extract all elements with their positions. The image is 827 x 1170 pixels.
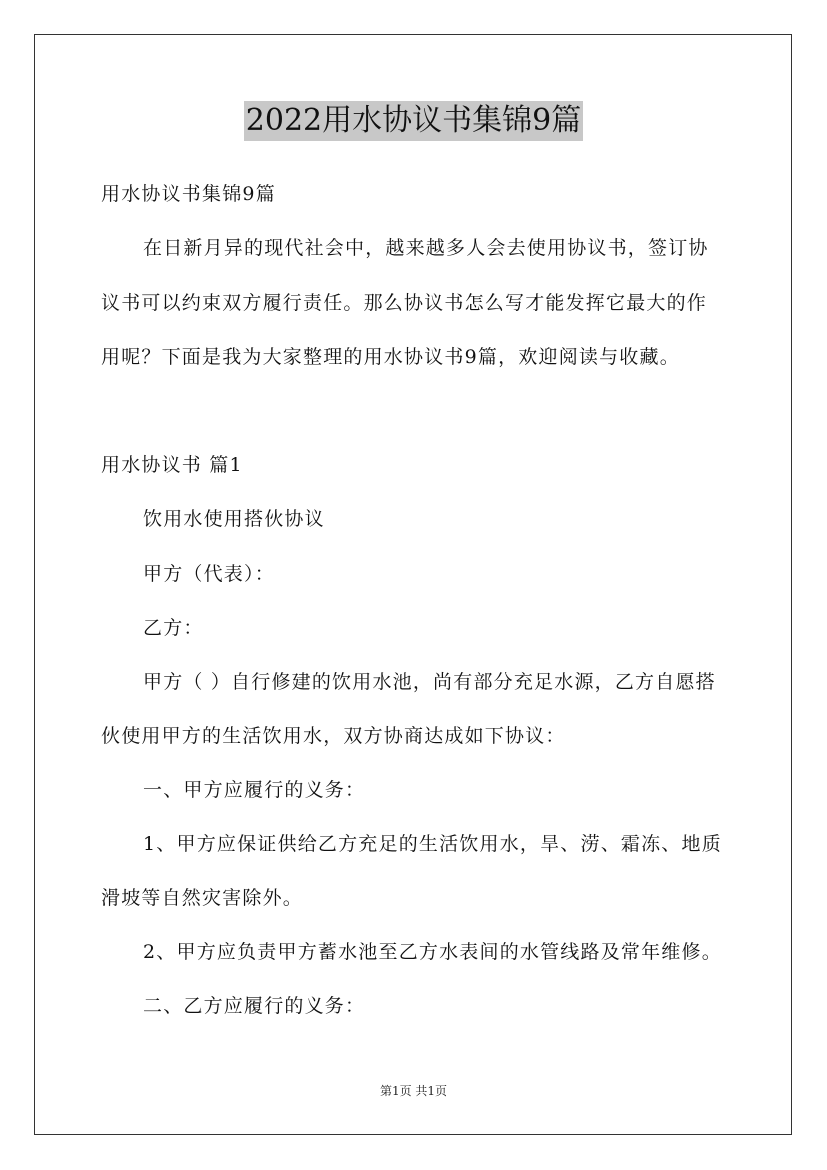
section-heading: 用水协议书 篇1 — [101, 454, 243, 476]
intro-line-2: 议书可以约束双方履行责任。那么协议书怎么写才能发挥它最大的作 — [101, 292, 708, 314]
document-title: 2022用水协议书集锦9篇 — [244, 101, 583, 141]
body-line-1: 饮用水使用搭伙协议 — [143, 508, 325, 530]
body-line-8: 滑坡等自然灾害除外。 — [101, 887, 304, 909]
body-line-5: 伙使用甲方的生活饮用水，双方协商达成如下协议： — [101, 725, 566, 747]
body-line-9: 2、甲方应负责甲方蓄水池至乙方水表间的水管线路及常年维修。 — [143, 941, 722, 963]
body-line-4: 甲方（ ）自行修建的饮用水池，尚有部分充足水源，乙方自愿搭 — [143, 671, 716, 693]
intro-line-1: 在日新月异的现代社会中，越来越多人会去使用协议书，签订协 — [143, 237, 709, 259]
body-line-3: 乙方： — [143, 617, 204, 639]
intro-line-3: 用呢？下面是我为大家整理的用水协议书9篇，欢迎阅读与收藏。 — [101, 346, 680, 368]
body-line-7: 1、甲方应保证供给乙方充足的生活饮用水，旱、涝、霜冻、地质 — [143, 833, 722, 855]
body-line-6: 一、甲方应履行的义务： — [143, 779, 366, 801]
title-container — [0, 101, 827, 141]
body-line-2: 甲方（代表）： — [143, 563, 275, 585]
body-line-10: 二、乙方应履行的义务： — [143, 995, 366, 1017]
document-subtitle: 用水协议书集锦9篇 — [101, 183, 276, 205]
page-footer: 第1页 共1页 — [379, 1084, 448, 1098]
